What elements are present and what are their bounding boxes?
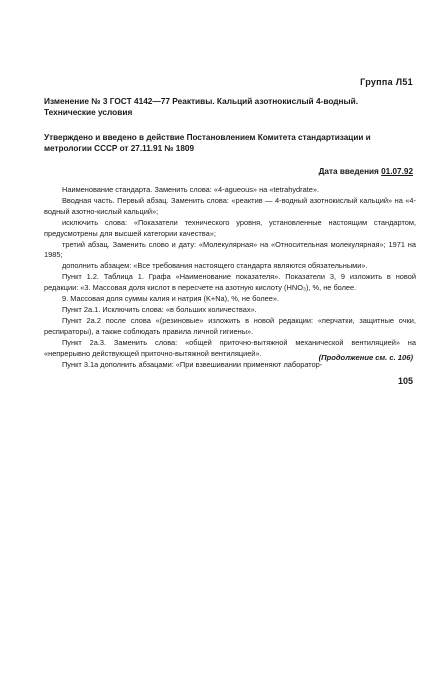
approval-statement: Утверждено и введено в действие Постановлением Комитета стандартизации и метрологии СССР от 27.11.91 № 1809 bbox=[44, 133, 371, 153]
paragraph: исключить слова: «Показатели технического уровня, установленные настоящим стандартом, предусмотрены для высшей категории качества»; bbox=[44, 217, 416, 238]
paragraph: Вводная часть. Первый абзац. Заменить слова: «реактив — 4-водный азотнокислый кальций» на «4-водный азотно-кислый кальций»; bbox=[44, 195, 416, 216]
heading-line-2: Технические условия bbox=[44, 107, 133, 117]
heading-line-1: Изменение № 3 ГОСТ 4142—77 Реактивы. Кальций азотнокислый 4-водный. bbox=[44, 96, 359, 106]
paragraph: Пункт 3.1а дополнить абзацами: «При взвешивании применяют лаборатор- bbox=[62, 359, 323, 369]
effective-date bbox=[319, 167, 413, 176]
group-label: Группа Л51 bbox=[360, 77, 413, 87]
paragraph: Пункт 2а.2 после слова «(резиновые» изложить в новой редакции: «перчатки, защитные очки, респираторы), а также соблюдать правила личной гигиены». bbox=[44, 315, 416, 336]
page-number: 105 bbox=[397, 376, 413, 386]
amendment-body bbox=[44, 185, 416, 370]
paragraph: Наименование стандарта. Заменить слова: «4-agueous» на «tetrahydrate». bbox=[62, 185, 320, 194]
continuation-note: (Продолжение см. с. 106) bbox=[318, 353, 413, 362]
paragraph: Пункт 2а.1. Исключить слова: «в больших количествах». bbox=[62, 304, 257, 314]
date-label: Дата введения bbox=[318, 167, 379, 176]
paragraph: третий абзац. Заменить слово и дату: «Молекулярная» на «Относительная молекулярная»; 1971 на 1985; bbox=[44, 239, 416, 260]
date-value: 01.07.92 bbox=[381, 167, 413, 176]
paragraph: дополнить абзацем: «Все требования настоящего стандарта являются обязательными». bbox=[62, 261, 368, 271]
amendment-heading bbox=[44, 96, 416, 118]
paragraph: 9. Массовая доля суммы калия и натрия (K+Na), %, не более». bbox=[62, 294, 280, 304]
paragraph: Пункт 2а.3. Заменить слова: «общей приточно-вытяжной механической вентиляцией» на «непрерывно действующей приточно-вытяжной вентиляцией». bbox=[44, 337, 416, 358]
paragraph: Пункт 1.2. Таблица 1. Графа «Наименование показателя». Показатели 3, 9 изложить в новой редакции: «3. Массовая доля кислот в пересчете на азотную кислоту (HNO₃), %, не более. bbox=[44, 272, 416, 293]
